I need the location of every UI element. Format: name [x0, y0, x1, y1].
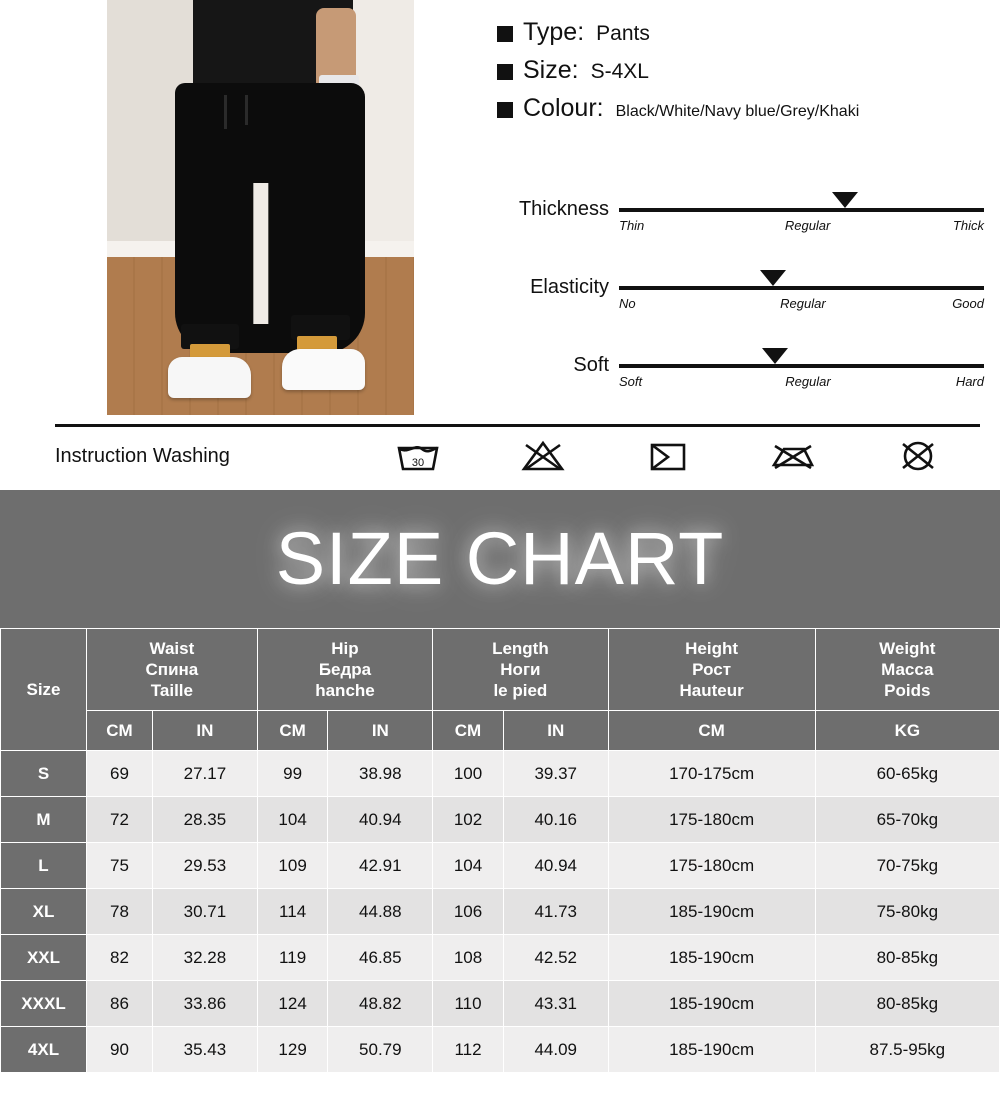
photo-drawcord-right — [245, 95, 248, 125]
header-waist-l2: Спина — [145, 659, 199, 679]
table-row — [1, 889, 1000, 935]
meter-bar-thickness — [619, 208, 984, 212]
cell-length-cm: 100 — [433, 751, 504, 797]
do-not-dry-clean-icon — [895, 439, 941, 473]
table-header-row-units — [1, 711, 1000, 751]
cell-height: 185-190cm — [608, 1027, 815, 1073]
cell-waist-in: 30.71 — [153, 889, 258, 935]
cell-waist-cm: 86 — [87, 981, 153, 1027]
cell-waist-in: 33.86 — [153, 981, 258, 1027]
meter-ticks-soft — [619, 374, 984, 389]
tumble-dry-icon — [645, 439, 691, 473]
cell-length-cm: 104 — [433, 843, 504, 889]
meter-tick-left: No — [619, 296, 636, 311]
cell-weight: 80-85kg — [815, 981, 999, 1027]
cell-height: 185-190cm — [608, 935, 815, 981]
meter-bar-elasticity — [619, 286, 984, 290]
meter-thickness — [497, 186, 984, 264]
meter-tick-left: Thin — [619, 218, 645, 233]
size-chart-title: SIZE CHART — [275, 517, 725, 600]
header-height-l3: Hauteur — [679, 681, 744, 701]
cell-hip-in: 42.91 — [328, 843, 433, 889]
cell-hip-cm: 119 — [257, 935, 328, 981]
spec-label-size: Size: — [523, 56, 579, 84]
cell-length-cm: 108 — [433, 935, 504, 981]
row-size: XXXL — [1, 981, 87, 1027]
header-hip-l2: Бедра — [318, 659, 372, 679]
photo-pants-gap — [253, 183, 268, 324]
cell-hip-cm: 129 — [257, 1027, 328, 1073]
meter-ticks-elasticity — [619, 296, 984, 311]
meter-tick-mid: Regular — [785, 374, 831, 389]
header-unit-waist-cm: CM — [87, 711, 153, 751]
header-group-height — [608, 629, 815, 711]
table-row — [1, 1027, 1000, 1073]
cell-weight: 87.5-95kg — [815, 1027, 999, 1073]
header-unit-hip-in: IN — [328, 711, 433, 751]
cell-length-in: 40.94 — [503, 843, 608, 889]
photo-shoe-left — [168, 357, 251, 399]
cell-height: 170-175cm — [608, 751, 815, 797]
photo-shoe-right — [282, 349, 365, 391]
meter-soft — [497, 342, 984, 420]
cell-waist-cm: 72 — [87, 797, 153, 843]
meter-bar-soft — [619, 364, 984, 368]
meter-elasticity — [497, 264, 984, 342]
top-info-section — [0, 0, 1000, 469]
cell-hip-in: 46.85 — [328, 935, 433, 981]
cell-waist-in: 32.28 — [153, 935, 258, 981]
spec-row-type — [497, 18, 859, 47]
bullet-square-icon — [497, 102, 513, 118]
meter-tick-right: Hard — [955, 374, 984, 389]
meter-marker-soft — [762, 348, 788, 364]
product-photo — [107, 0, 414, 415]
meter-marker-elasticity — [760, 270, 786, 286]
header-hip-l1: Hip — [331, 638, 359, 658]
cell-hip-in: 44.88 — [328, 889, 433, 935]
svg-text:30: 30 — [411, 457, 424, 469]
bullet-square-icon — [497, 64, 513, 80]
attribute-meters — [497, 186, 984, 420]
meter-label-thickness: Thickness — [518, 198, 609, 220]
table-row — [1, 981, 1000, 1027]
spec-row-size — [497, 56, 859, 85]
cell-hip-cm: 114 — [257, 889, 328, 935]
meter-ticks-thickness — [619, 218, 984, 233]
cell-waist-in: 29.53 — [153, 843, 258, 889]
header-waist-l3: Taille — [150, 681, 193, 701]
spec-value-colour: Black/White/Navy blue/Grey/Khaki — [615, 103, 860, 120]
meter-tick-left: Soft — [619, 374, 643, 389]
cell-hip-in: 38.98 — [328, 751, 433, 797]
table-row — [1, 751, 1000, 797]
spec-list — [497, 18, 859, 132]
header-unit-weight-kg: KG — [815, 711, 999, 751]
cell-length-in: 42.52 — [503, 935, 608, 981]
cell-weight: 65-70kg — [815, 797, 999, 843]
header-group-hip — [257, 629, 432, 711]
header-height-l2: Рост — [692, 659, 732, 679]
cell-waist-in: 35.43 — [153, 1027, 258, 1073]
cell-length-in: 43.31 — [503, 981, 608, 1027]
cell-waist-cm: 69 — [87, 751, 153, 797]
do-not-bleach-icon — [520, 439, 566, 473]
washing-instructions — [55, 424, 980, 485]
spec-row-colour — [497, 94, 859, 123]
header-unit-hip-cm: CM — [257, 711, 328, 751]
row-size: S — [1, 751, 87, 797]
header-group-waist — [87, 629, 258, 711]
cell-hip-in: 50.79 — [328, 1027, 433, 1073]
cell-waist-cm: 90 — [87, 1027, 153, 1073]
row-size: L — [1, 843, 87, 889]
meter-tick-right: Good — [952, 296, 984, 311]
cell-hip-cm: 109 — [257, 843, 328, 889]
cell-weight: 70-75kg — [815, 843, 999, 889]
cell-length-cm: 110 — [433, 981, 504, 1027]
table-row — [1, 935, 1000, 981]
spec-label-type: Type: — [523, 18, 585, 46]
cell-height: 185-190cm — [608, 889, 815, 935]
wash-30-degrees-icon — [395, 439, 441, 473]
cell-hip-in: 48.82 — [328, 981, 433, 1027]
cell-weight: 80-85kg — [815, 935, 999, 981]
cell-length-in: 44.09 — [503, 1027, 608, 1073]
bullet-square-icon — [497, 26, 513, 42]
header-group-length — [433, 629, 608, 711]
row-size: XL — [1, 889, 87, 935]
header-unit-waist-in: IN — [153, 711, 258, 751]
spec-label-colour: Colour: — [523, 94, 604, 122]
cell-height: 175-180cm — [608, 843, 815, 889]
spec-value-type: Pants — [596, 22, 650, 45]
cell-length-cm: 112 — [433, 1027, 504, 1073]
table-header-row-main — [1, 629, 1000, 711]
table-row — [1, 843, 1000, 889]
header-group-weight — [815, 629, 999, 711]
header-unit-length-cm: CM — [433, 711, 504, 751]
spec-value-size: S-4XL — [590, 60, 649, 83]
header-waist-l1: Waist — [149, 638, 195, 658]
cell-length-cm: 102 — [433, 797, 504, 843]
cell-weight: 60-65kg — [815, 751, 999, 797]
cell-length-in: 39.37 — [503, 751, 608, 797]
header-height-l1: Height — [685, 638, 739, 658]
cell-waist-cm: 82 — [87, 935, 153, 981]
row-size: 4XL — [1, 1027, 87, 1073]
header-length-l2: Ноги — [500, 659, 541, 679]
row-size: M — [1, 797, 87, 843]
cell-length-in: 40.16 — [503, 797, 608, 843]
cell-waist-cm: 78 — [87, 889, 153, 935]
photo-model-pants — [175, 83, 365, 353]
header-weight-l2: Масса — [881, 659, 934, 679]
meter-tick-mid: Regular — [784, 218, 831, 233]
header-hip-l3: hanche — [315, 681, 375, 701]
size-chart-table — [0, 628, 1000, 1073]
washing-icon-row — [355, 439, 980, 473]
cell-hip-cm: 99 — [257, 751, 328, 797]
header-weight-l1: Weight — [879, 638, 936, 658]
cell-length-in: 41.73 — [503, 889, 608, 935]
cell-length-cm: 106 — [433, 889, 504, 935]
do-not-iron-icon — [770, 439, 816, 473]
photo-drawcord-left — [224, 95, 227, 129]
cell-height: 185-190cm — [608, 981, 815, 1027]
header-size: Size — [1, 629, 87, 751]
cell-weight: 75-80kg — [815, 889, 999, 935]
cell-height: 175-180cm — [608, 797, 815, 843]
cell-waist-in: 27.17 — [153, 751, 258, 797]
header-unit-height-cm: CM — [608, 711, 815, 751]
row-size: XXL — [1, 935, 87, 981]
cell-hip-in: 40.94 — [328, 797, 433, 843]
table-row — [1, 797, 1000, 843]
meter-tick-right: Thick — [952, 218, 984, 233]
cell-hip-cm: 124 — [257, 981, 328, 1027]
header-length-l1: Length — [492, 638, 549, 658]
meter-tick-mid: Regular — [780, 296, 826, 311]
meter-label-elasticity: Elasticity — [530, 276, 609, 298]
cell-waist-cm: 75 — [87, 843, 153, 889]
header-length-l3: le pied — [493, 681, 548, 701]
header-unit-length-in: IN — [503, 711, 608, 751]
cell-waist-in: 28.35 — [153, 797, 258, 843]
meter-label-soft: Soft — [573, 354, 609, 376]
washing-title: Instruction Washing — [55, 444, 230, 467]
size-chart-banner — [0, 490, 1000, 628]
washing-row — [55, 427, 980, 485]
meter-marker-thickness — [832, 192, 858, 208]
header-weight-l3: Poids — [884, 681, 931, 701]
cell-hip-cm: 104 — [257, 797, 328, 843]
